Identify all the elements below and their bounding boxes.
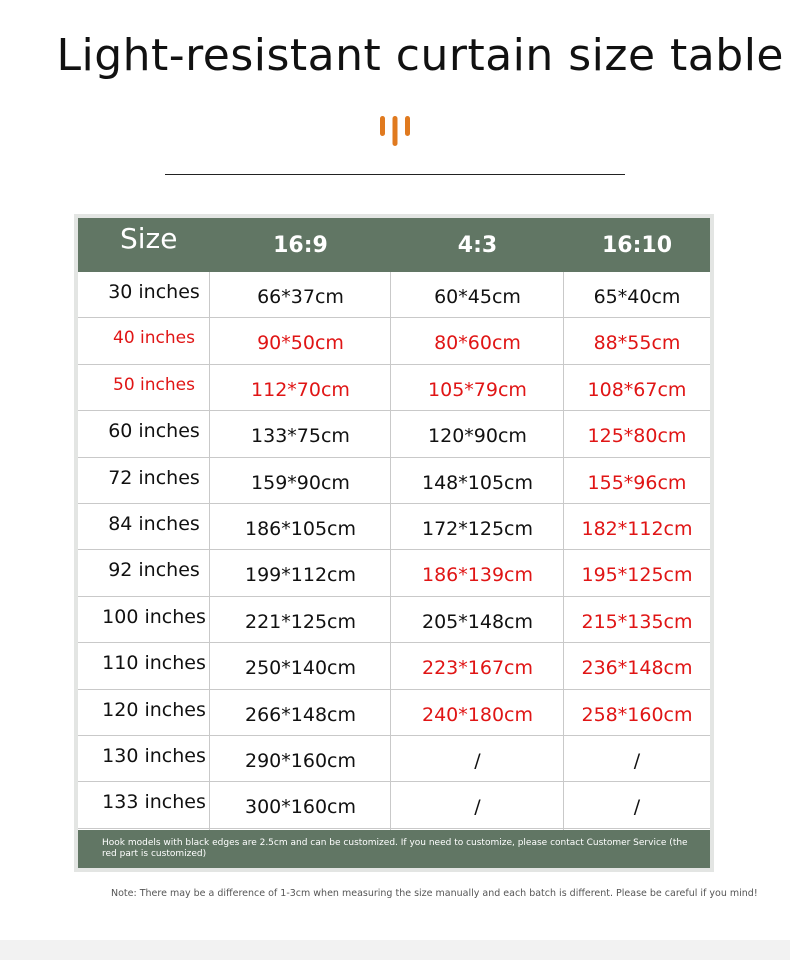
divider-line bbox=[165, 174, 625, 175]
column-divider bbox=[390, 272, 391, 830]
ratio-16-9-cell: 290*160cm bbox=[245, 749, 356, 772]
ratio-16-10-cell: 65*40cm bbox=[593, 286, 681, 308]
ratio-16-10-cell: / bbox=[633, 796, 641, 819]
ratio-16-10-cell: 155*96cm bbox=[587, 471, 687, 494]
size-cell: 130 inches bbox=[102, 744, 206, 767]
ratio-4-3-cell: 186*139cm bbox=[422, 564, 533, 587]
size-cell: 92 inches bbox=[108, 559, 200, 582]
table-row bbox=[78, 643, 710, 689]
column-divider bbox=[209, 272, 210, 830]
bottom-band bbox=[0, 940, 790, 960]
ratio-16-9-cell: 112*70cm bbox=[251, 378, 350, 401]
measurement-note: Note: There may be a difference of 1-3cm when measuring the size manually and each batch is different. Please be careful if you mind! bbox=[111, 888, 758, 899]
ratio-16-10-cell: / bbox=[633, 749, 641, 772]
ratio-16-9-cell: 300*160cm bbox=[245, 796, 356, 819]
table-header bbox=[78, 218, 710, 272]
size-cell: 30 inches bbox=[108, 281, 200, 303]
ratio-16-9-cell: 199*112cm bbox=[245, 564, 356, 587]
ratio-16-9-cell: 66*37cm bbox=[257, 286, 344, 308]
ratio-4-3-cell: 240*180cm bbox=[422, 703, 533, 726]
size-table-frame bbox=[74, 214, 714, 872]
size-cell: 40 inches bbox=[113, 328, 195, 349]
ratio-16-10-cell: 258*160cm bbox=[581, 703, 693, 726]
table-row bbox=[78, 458, 710, 504]
size-cell: 60 inches bbox=[108, 420, 200, 443]
table-body bbox=[78, 272, 710, 829]
page-title: Light-resistant curtain size table bbox=[56, 30, 784, 81]
size-cell: 50 inches bbox=[113, 374, 195, 395]
ratio-16-10-cell: 182*112cm bbox=[581, 517, 693, 540]
ratio-16-10-cell: 236*148cm bbox=[581, 657, 693, 680]
header-16-10: 16:10 bbox=[601, 233, 673, 258]
size-table bbox=[78, 218, 710, 868]
ratio-4-3-cell: 148*105cm bbox=[422, 471, 533, 494]
table-footer-note: Hook models with black edges are 2.5cm and can be customized. If you need to customize, please contact Customer Service (the red part is customized) bbox=[78, 830, 710, 868]
ratio-16-10-cell: 125*80cm bbox=[587, 425, 687, 448]
header-16-9: 16:9 bbox=[273, 233, 328, 258]
ratio-16-9-cell: 159*90cm bbox=[251, 471, 350, 494]
ratio-16-9-cell: 250*140cm bbox=[245, 657, 356, 680]
ratio-16-10-cell: 88*55cm bbox=[593, 332, 681, 355]
ratio-16-10-cell: 215*135cm bbox=[581, 610, 693, 633]
ratio-4-3-cell: 105*79cm bbox=[428, 378, 527, 401]
size-cell: 84 inches bbox=[108, 512, 200, 535]
size-cell: 110 inches bbox=[102, 652, 206, 675]
size-cell: 72 inches bbox=[108, 466, 200, 489]
table-row bbox=[78, 736, 710, 782]
table-row bbox=[78, 318, 710, 364]
size-cell: 133 inches bbox=[102, 791, 206, 814]
ratio-4-3-cell: 172*125cm bbox=[422, 517, 533, 540]
ratio-4-3-cell: / bbox=[474, 796, 481, 819]
table-row bbox=[78, 782, 710, 828]
column-divider bbox=[563, 272, 564, 830]
ratio-4-3-cell: 223*167cm bbox=[422, 657, 533, 680]
ratio-16-9-cell: 133*75cm bbox=[251, 425, 350, 448]
ratio-16-10-cell: 195*125cm bbox=[581, 564, 693, 587]
ratio-4-3-cell: 80*60cm bbox=[434, 332, 521, 355]
table-row bbox=[78, 504, 710, 550]
header-size: Size bbox=[120, 222, 178, 255]
ratio-4-3-cell: 120*90cm bbox=[428, 425, 527, 448]
table-row bbox=[78, 365, 710, 411]
table-row bbox=[78, 690, 710, 736]
header-4-3: 4:3 bbox=[457, 233, 498, 258]
ratio-16-9-cell: 221*125cm bbox=[245, 610, 356, 633]
three-bars-logo-icon bbox=[378, 114, 412, 148]
table-row bbox=[78, 550, 710, 596]
ratio-4-3-cell: 60*45cm bbox=[434, 286, 521, 308]
ratio-16-9-cell: 186*105cm bbox=[245, 517, 356, 540]
size-cell: 100 inches bbox=[102, 605, 206, 628]
ratio-16-9-cell: 90*50cm bbox=[257, 332, 344, 355]
ratio-16-9-cell: 266*148cm bbox=[245, 703, 356, 726]
ratio-4-3-cell: 205*148cm bbox=[422, 610, 533, 633]
size-cell: 120 inches bbox=[102, 698, 206, 721]
table-row bbox=[78, 411, 710, 457]
table-row bbox=[78, 597, 710, 643]
table-row bbox=[78, 272, 710, 318]
ratio-16-10-cell: 108*67cm bbox=[587, 378, 687, 401]
ratio-4-3-cell: / bbox=[474, 749, 481, 772]
